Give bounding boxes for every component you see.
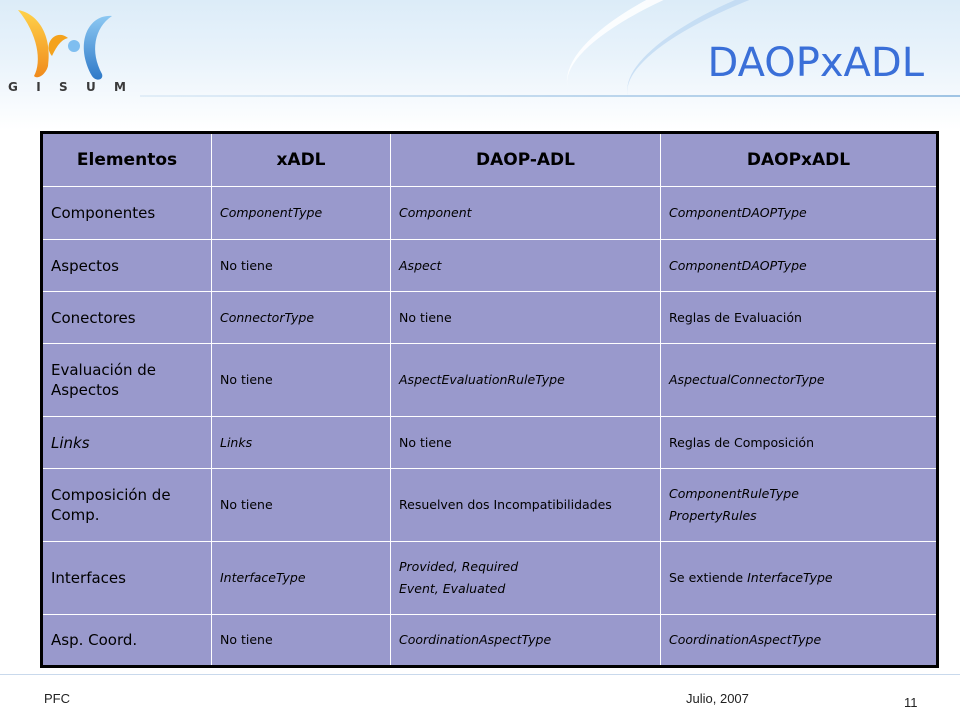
daop-cell: No tiene: [391, 417, 661, 469]
table-row: [42, 417, 938, 469]
footer-left-text: PFC: [44, 691, 70, 706]
daopxadl-line: PropertyRules: [669, 508, 757, 523]
daopxadl-cell: [661, 542, 938, 615]
daopxadl-prefix: Se extiende: [669, 570, 748, 585]
footer-date: Julio, 2007: [686, 691, 749, 706]
table-row: [42, 615, 938, 667]
xadl-cell: ComponentType: [212, 187, 391, 240]
daop-cell: CoordinationAspectType: [391, 615, 661, 667]
table-header-row: [42, 133, 938, 187]
daop-line: Event, Evaluated: [399, 581, 506, 596]
logo-text: [8, 80, 126, 94]
daop-cell: Component: [391, 187, 661, 240]
table-row: [42, 292, 938, 344]
table-row: [42, 240, 938, 292]
logo-letter: I: [36, 80, 41, 94]
daopxadl-cell: Reglas de Composición: [661, 417, 938, 469]
comparison-table: [40, 131, 939, 668]
logo-letter: S: [58, 80, 68, 94]
xadl-cell: ConnectorType: [212, 292, 391, 344]
xadl-cell: Links: [212, 417, 391, 469]
element-name: Interfaces: [42, 542, 212, 615]
logo-letter: U: [85, 80, 96, 94]
daop-cell: Resuelven dos Incompatibilidades: [391, 469, 661, 542]
column-header: xADL: [212, 133, 391, 187]
daopxadl-cell: Reglas de Evaluación: [661, 292, 938, 344]
daopxadl-cell: ComponentDAOPType: [661, 240, 938, 292]
footer-divider: [0, 674, 960, 675]
element-name: Links: [42, 417, 212, 469]
daopxadl-cell: ComponentDAOPType: [661, 187, 938, 240]
element-name: Componentes: [42, 187, 212, 240]
table-row: [42, 542, 938, 615]
element-name: Conectores: [42, 292, 212, 344]
element-name: Composición de Comp.: [42, 469, 212, 542]
daopxadl-cell: CoordinationAspectType: [661, 615, 938, 667]
column-header: DAOP-ADL: [391, 133, 661, 187]
logo-letter: M: [114, 80, 126, 94]
column-header: Elementos: [42, 133, 212, 187]
xadl-cell: No tiene: [212, 344, 391, 417]
daopxadl-cell: [661, 469, 938, 542]
element-name: Evaluación de Aspectos: [42, 344, 212, 417]
xadl-cell: No tiene: [212, 469, 391, 542]
daopxadl-cell: AspectualConnectorType: [661, 344, 938, 417]
header-divider: [140, 95, 960, 97]
daop-cell: No tiene: [391, 292, 661, 344]
daopxadl-line: ComponentRuleType: [669, 486, 799, 501]
daop-cell: Aspect: [391, 240, 661, 292]
daop-line: Provided, Required: [399, 559, 519, 574]
page-number: 11: [904, 695, 918, 710]
table-row: [42, 187, 938, 240]
table-row: [42, 469, 938, 542]
element-name: Aspectos: [42, 240, 212, 292]
xadl-cell: No tiene: [212, 615, 391, 667]
xadl-cell: InterfaceType: [212, 542, 391, 615]
column-header: DAOPxADL: [661, 133, 938, 187]
xadl-cell: No tiene: [212, 240, 391, 292]
element-name: Asp. Coord.: [42, 615, 212, 667]
daopxadl-suffix: InterfaceType: [747, 570, 833, 585]
daop-cell: [391, 542, 661, 615]
daop-cell: AspectEvaluationRuleType: [391, 344, 661, 417]
table-row: [42, 344, 938, 417]
logo-letter: G: [8, 80, 18, 94]
slide-title: DAOPxADL: [707, 40, 924, 86]
